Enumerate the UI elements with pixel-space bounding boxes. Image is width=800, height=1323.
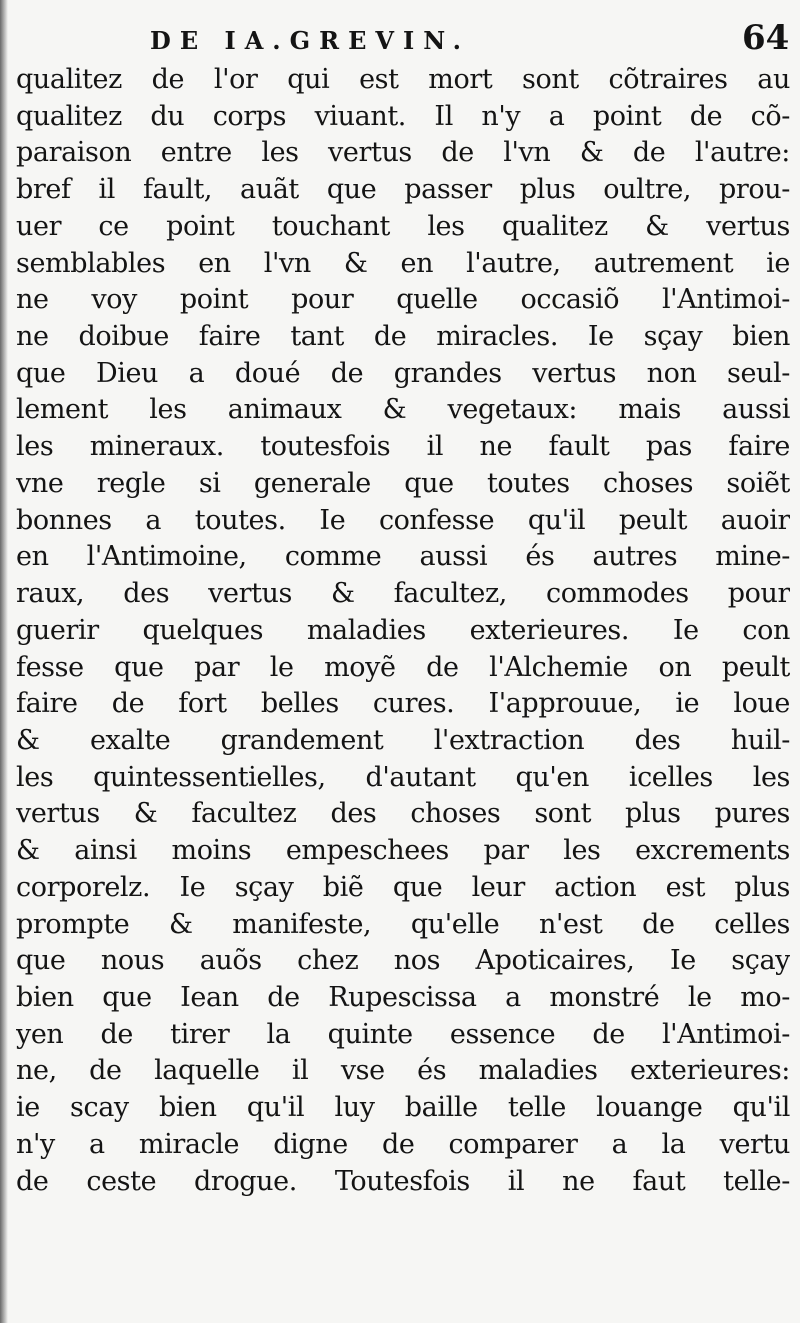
text-line: semblables en l'vn & en l'autre, autrement ie xyxy=(16,247,790,279)
text-line: corporelz. Ie sçay biẽ que leur action est plus xyxy=(16,871,790,903)
text-line: ne doibue faire tant de miracles. Ie sçay bien xyxy=(16,321,790,353)
text-line: ie scay bien qu'il luy baille telle louange qu'il xyxy=(16,1092,790,1124)
text-line: ne voy point pour quelle occasiõ l'Antimoi- xyxy=(16,284,790,316)
running-title: DE IA.GREVIN. xyxy=(150,26,471,55)
page-edge-shadow xyxy=(0,0,8,1323)
text-line: paraison entre les vertus de l'vn & de l'autre: xyxy=(16,137,790,169)
text-line: qualitez du corps viuant. Il n'y a point de cõ- xyxy=(16,100,790,132)
text-line: bien que Iean de Rupescissa a monstré le mo- xyxy=(16,981,790,1013)
text-line: lement les animaux & vegetaux: mais aussi xyxy=(16,394,790,426)
body-text xyxy=(16,62,790,1200)
text-line: prompte & manifeste, qu'elle n'est de celles xyxy=(16,908,790,940)
text-line: fesse que par le moyẽ de l'Alchemie on peult xyxy=(16,651,790,683)
text-line: guerir quelques maladies exterieures. Ie con xyxy=(16,614,790,646)
text-line: n'y a miracle digne de comparer a la vertu xyxy=(16,1128,790,1160)
text-line: yen de tirer la quinte essence de l'Antimoi- xyxy=(16,1018,790,1050)
text-line: les mineraux. toutesfois il ne fault pas faire xyxy=(16,431,790,463)
text-line: uer ce point touchant les qualitez & vertus xyxy=(16,210,790,242)
text-line: que nous auõs chez nos Apoticaires, Ie sçay xyxy=(16,945,790,977)
text-line: vne regle si generale que toutes choses soiẽt xyxy=(16,467,790,499)
page-number: 64 xyxy=(742,18,790,58)
text-line: & exalte grandement l'extraction des huil- xyxy=(16,724,790,756)
text-line: qualitez de l'or qui est mort sont cõtraires au xyxy=(16,64,790,95)
text-line: bref il fault, auãt que passer plus oultre, prou- xyxy=(16,174,790,206)
text-line: raux, des vertus & facultez, commodes pour xyxy=(16,578,790,610)
text-line: vertus & facultez des choses sont plus pures xyxy=(16,798,790,830)
text-line: faire de fort belles cures. I'approuue, ie loue xyxy=(16,688,790,720)
text-line: que Dieu a doué de grandes vertus non seul- xyxy=(16,357,790,389)
text-line: bonnes a toutes. Ie confesse qu'il peult auoir xyxy=(16,504,790,536)
text-line: les quintessentielles, d'autant qu'en icelles les xyxy=(16,761,790,793)
text-line: de ceste drogue. Toutesfois il ne faut telle- xyxy=(16,1165,790,1197)
text-line: en l'Antimoine, comme aussi és autres mine- xyxy=(16,541,790,573)
text-line: & ainsi moins empeschees par les excrements xyxy=(16,835,790,867)
text-line: ne, de laquelle il vse és maladies exterieures: xyxy=(16,1055,790,1087)
